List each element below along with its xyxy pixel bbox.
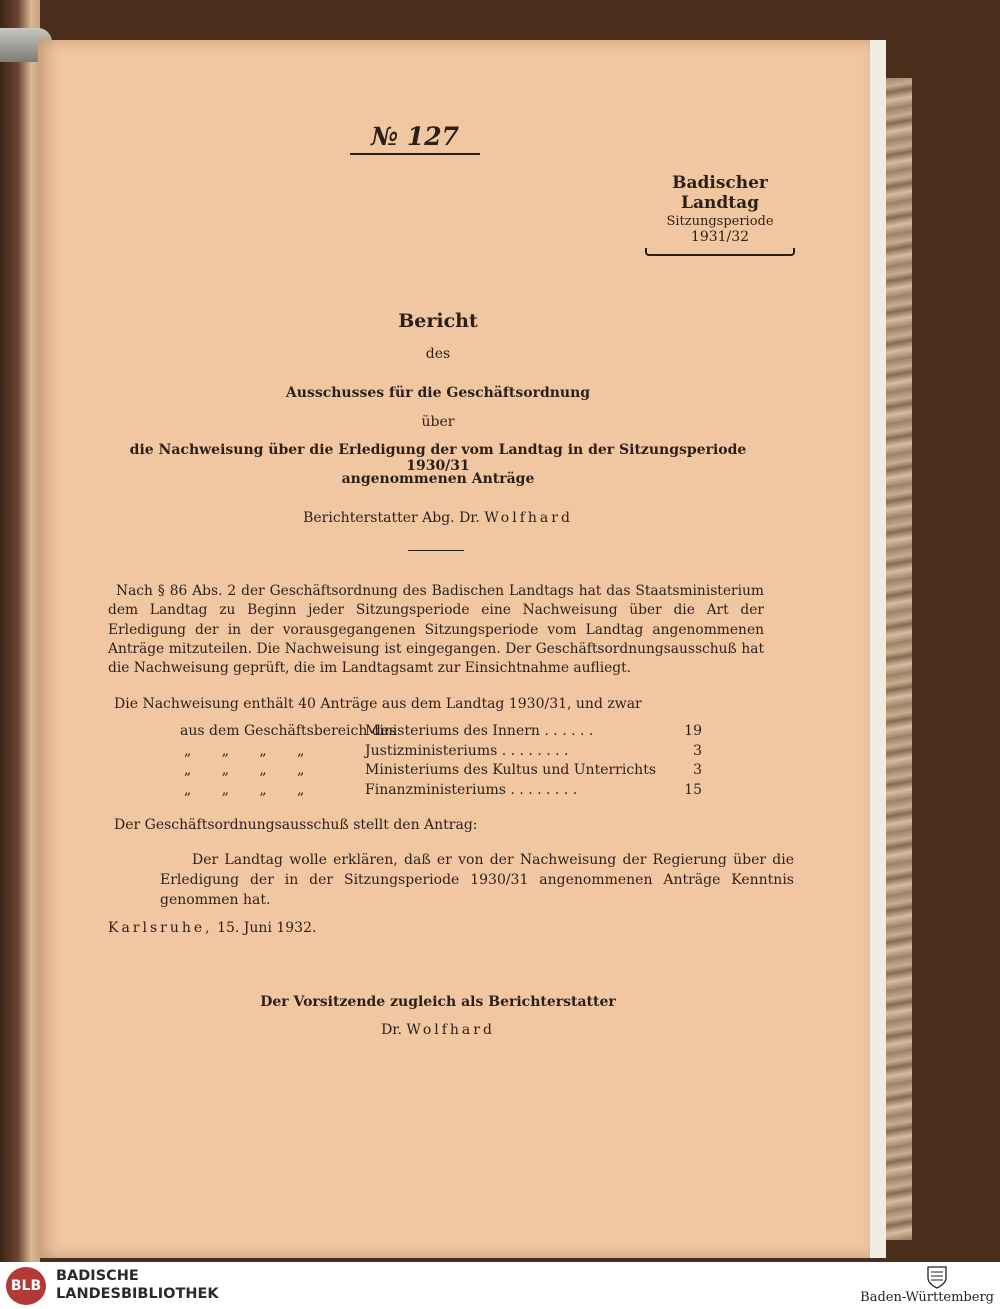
- stamp-line-1: Badischer Landtag: [672, 173, 768, 213]
- stamp-line-2: Sitzungsperiode: [666, 214, 774, 229]
- list-count: 15: [684, 781, 702, 798]
- section-divider: [408, 550, 464, 551]
- list-ministry: Justizministeriums . . . . . . . .: [365, 742, 569, 759]
- marbled-cover: [884, 78, 912, 1240]
- signature-prefix: Dr.: [381, 1022, 402, 1038]
- date: 15. Juni 1932.: [217, 920, 317, 936]
- report-title: Bericht: [398, 310, 478, 332]
- list-prefix: „ „ „ „: [184, 781, 305, 798]
- book-spine: [0, 0, 40, 1262]
- parliament-stamp: [640, 173, 800, 256]
- reporter-prefix: Berichterstatter Abg. Dr.: [303, 510, 480, 526]
- document-page: [38, 40, 870, 1258]
- state-name: Baden-Württemberg: [860, 1290, 994, 1305]
- library-name: [56, 1267, 219, 1303]
- list-ministry: Ministeriums des Kultus und Unterrichts: [365, 762, 657, 778]
- stamp-underline: [645, 248, 795, 256]
- list-count: 19: [684, 723, 702, 739]
- stamp-line-3: 1931/32: [690, 229, 750, 245]
- paragraph-3: Der Geschäftsordnungsausschuß stellt den Antrag:: [114, 817, 478, 833]
- blb-logo-icon: BLB: [6, 1267, 46, 1305]
- list-prefix: „ „ „ „: [184, 762, 305, 778]
- list-prefix: aus dem Geschäftsbereich des: [180, 723, 397, 739]
- list-count: 3: [693, 762, 702, 778]
- list-item: [180, 762, 702, 782]
- line-ueber: über: [421, 414, 455, 430]
- footer-bar: [0, 1262, 1000, 1309]
- document-number: № 127: [350, 122, 480, 155]
- list-item: [180, 723, 702, 743]
- reporter-name: Wolfhard: [484, 510, 573, 526]
- paragraph-1: Nach § 86 Abs. 2 der Geschäftsordnung des Badischen Landtags hat das Staatsministerium dem Landtag zu Beginn jeder Sitzungsperiode eine Nachweisung über die Art der Erledigung der in der vorausgegangenen Sitzungsperiode vom Landtag angenommenen Anträge mitzuteilen. Die Nachweisung ist eingegangen. Der Geschäftsordnungsausschuß hat die Nachweisung geprüft, die im Landtagsamt zur Einsichtnahme aufliegt.: [108, 583, 764, 677]
- place: Karlsruhe,: [108, 920, 213, 936]
- paragraph-2: Die Nachweisung enthält 40 Anträge aus dem Landtag 1930/31, und zwar: [114, 696, 642, 712]
- signature-name: Wolfhard: [406, 1022, 495, 1038]
- list-ministry: Ministeriums des Innern . . . . . .: [365, 723, 594, 739]
- state-crest-icon: [926, 1265, 948, 1289]
- signature-line: [100, 1022, 776, 1038]
- library-line-2: LANDESBIBLIOTHEK: [56, 1286, 219, 1302]
- list-prefix: „ „ „ „: [184, 742, 305, 759]
- list-item: [180, 743, 702, 763]
- endpaper-edge: [868, 40, 886, 1258]
- line-des: des: [425, 346, 451, 362]
- place-date: [108, 920, 316, 936]
- reporter-line: [100, 510, 776, 526]
- list-item: [180, 782, 702, 802]
- subject-line-1: die Nachweisung über die Erledigung der vom Landtag in der Sitzungsperiode 1930/31: [129, 442, 747, 474]
- list-count: 3: [693, 742, 702, 759]
- committee-name: Ausschusses für die Geschäftsordnung: [285, 385, 591, 401]
- list-ministry: Finanzministeriums . . . . . . . .: [365, 781, 578, 798]
- motion-text: Der Landtag wolle erklären, daß er von der Nachweisung der Regierung über die Erledigung der in der Sitzungsperiode 1930/31 angenommenen Anträge Kenntnis genommen hat.: [160, 852, 794, 908]
- library-line-1: BADISCHE: [56, 1268, 139, 1284]
- signature-title: Der Vorsitzende zugleich als Berichterstatter: [260, 994, 616, 1010]
- subject-line-2: angenommenen Anträge: [341, 471, 535, 487]
- ministry-list: [180, 723, 702, 801]
